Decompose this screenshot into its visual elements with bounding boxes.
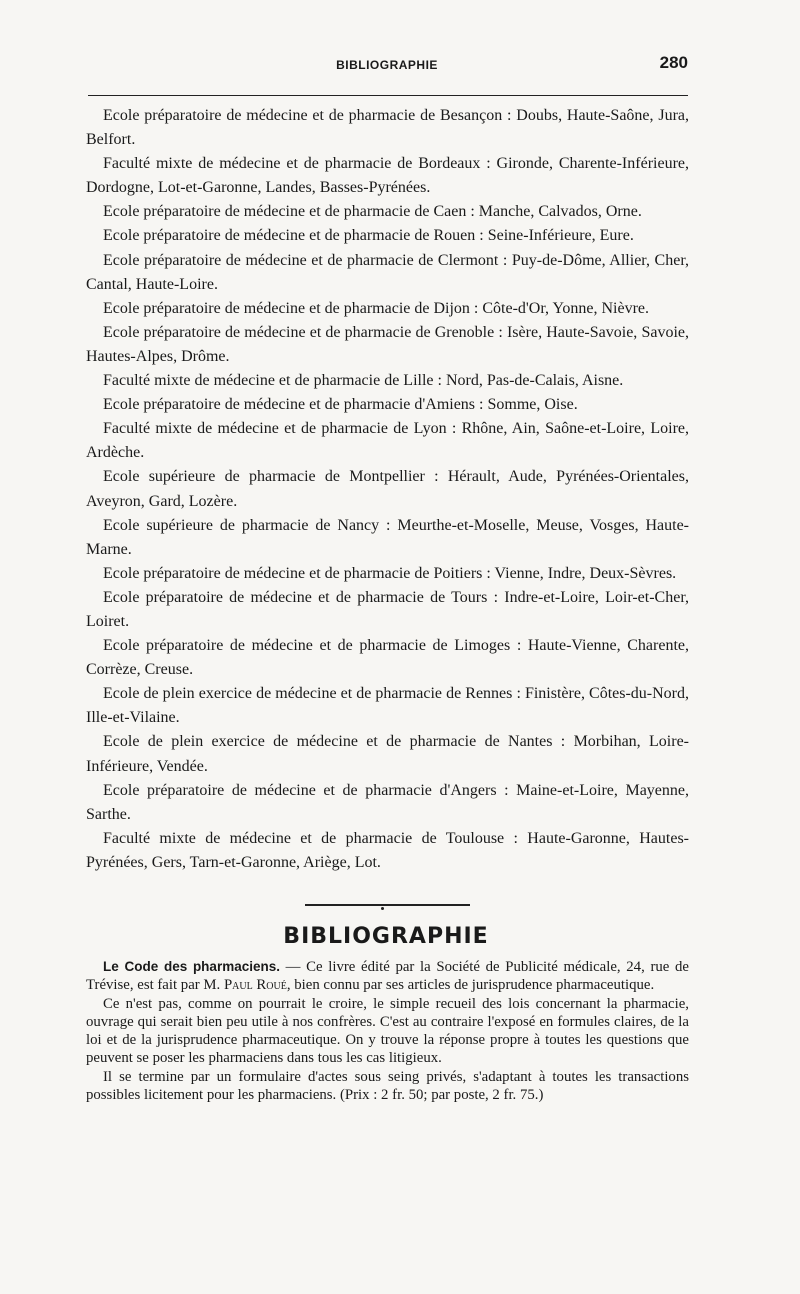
review-lead: Le Code des pharmaciens.: [103, 959, 280, 974]
school-entry: Ecole supérieure de pharmacie de Montpellier : Hérault, Aude, Pyrénées-Orientales, Aveyron, Gard, Lozère.: [86, 468, 689, 510]
running-title: BIBLIOGRAPHIE: [336, 58, 438, 72]
school-entry: Ecole préparatoire de médecine et de pharmacie de Clermont : Puy-de-Dôme, Allier, Cher, Cantal, Haute-Loire.: [86, 251, 689, 293]
school-entry: Ecole préparatoire de médecine et de pharmacie de Grenoble : Isère, Haute-Savoie, Savoie, Hautes-Alpes, Drôme.: [86, 323, 689, 365]
school-entry: Faculté mixte de médecine et de pharmacie de Toulouse : Haute-Garonne, Hautes-Pyrénées, Gers, Tarn-et-Garonne, Ariège, Lot.: [86, 829, 689, 871]
school-entry: Ecole préparatoire de médecine et de pharmacie de Tours : Indre-et-Loire, Loir-et-Cher, Loiret.: [86, 588, 689, 630]
schools-list: [86, 104, 689, 875]
school-entry: Ecole préparatoire de médecine et de pharmacie de Besançon : Doubs, Haute-Saône, Jura, Belfort.: [86, 107, 689, 149]
school-entry: Ecole supérieure de pharmacie de Nancy : Meurthe-et-Moselle, Meuse, Vosges, Haute-Marne.: [86, 516, 689, 558]
school-entry: Ecole préparatoire de médecine et de pharmacie de Caen : Manche, Calvados, Orne.: [103, 203, 642, 221]
divider-dot: [381, 907, 384, 910]
page-header: [86, 50, 688, 80]
school-entry: Ecole préparatoire de médecine et de pharmacie d'Amiens : Somme, Oise.: [103, 396, 578, 414]
school-entry: Ecole préparatoire de médecine et de pharmacie de Dijon : Côte-d'Or, Yonne, Nièvre.: [103, 299, 650, 317]
review-paragraph: [86, 958, 689, 995]
school-entry: Ecole préparatoire de médecine et de pharmacie de Limoges : Haute-Vienne, Charente, Corrèze, Creuse.: [86, 637, 689, 679]
review-paragraph: Il se termine par un formulaire d'actes sous seing privés, s'adaptant à toutes les transactions possibles licitement pour les pharmaciens. (Prix : 2 fr. 50; par poste, 2 fr. 75.): [86, 1068, 689, 1104]
review-author: Paul Roué: [223, 977, 287, 994]
page-number: 280: [659, 53, 688, 72]
school-entry: Faculté mixte de médecine et de pharmacie de Bordeaux : Gironde, Charente-Inférieure, Dordogne, Lot-et-Garonne, Landes, Basses-Pyrénées.: [86, 155, 689, 197]
school-entry: Ecole de plein exercice de médecine et de pharmacie de Nantes : Morbihan, Loire-Inférieure, Vendée.: [86, 733, 689, 775]
section-title: BIBLIOGRAPHIE: [283, 924, 489, 949]
review-text: , bien connu par ses articles de jurisprudence pharmaceutique.: [286, 977, 655, 994]
school-entry: Ecole préparatoire de médecine et de pharmacie de Rouen : Seine-Inférieure, Eure.: [103, 227, 634, 245]
school-entry: Ecole préparatoire de médecine et de pharmacie de Poitiers : Vienne, Indre, Deux-Sèvres.: [103, 564, 677, 582]
review-text: — Ce livre édité par la Société de Publicité médicale, 24, rue de Trévise, est fait par M.: [86, 959, 689, 994]
section-divider: [305, 904, 470, 906]
school-entry: Ecole préparatoire de médecine et de pharmacie d'Angers : Maine-et-Loire, Mayenne, Sarthe.: [86, 781, 689, 823]
review-paragraph: Ce n'est pas, comme on pourrait le croire, le simple recueil des lois concernant la pharmacie, ouvrage qui serait bien peu utile à nos confrères. C'est au contraire l'exposé en formules claires, de la loi et de la jurisprudence pharmaceutique. On y trouve la réponse propre à toutes les questions que peuvent se poser les pharmaciens dans tous les cas litigieux.: [86, 995, 689, 1067]
school-entry: Ecole de plein exercice de médecine et de pharmacie de Rennes : Finistère, Côtes-du-Nord, Ille-et-Vilaine.: [86, 685, 689, 727]
school-entry: Faculté mixte de médecine et de pharmacie de Lille : Nord, Pas-de-Calais, Aisne.: [103, 372, 624, 390]
school-entry: Faculté mixte de médecine et de pharmacie de Lyon : Rhône, Ain, Saône-et-Loire, Loire, Ardèche.: [86, 420, 689, 462]
book-review: [86, 958, 689, 1104]
header-rule: [88, 95, 688, 96]
